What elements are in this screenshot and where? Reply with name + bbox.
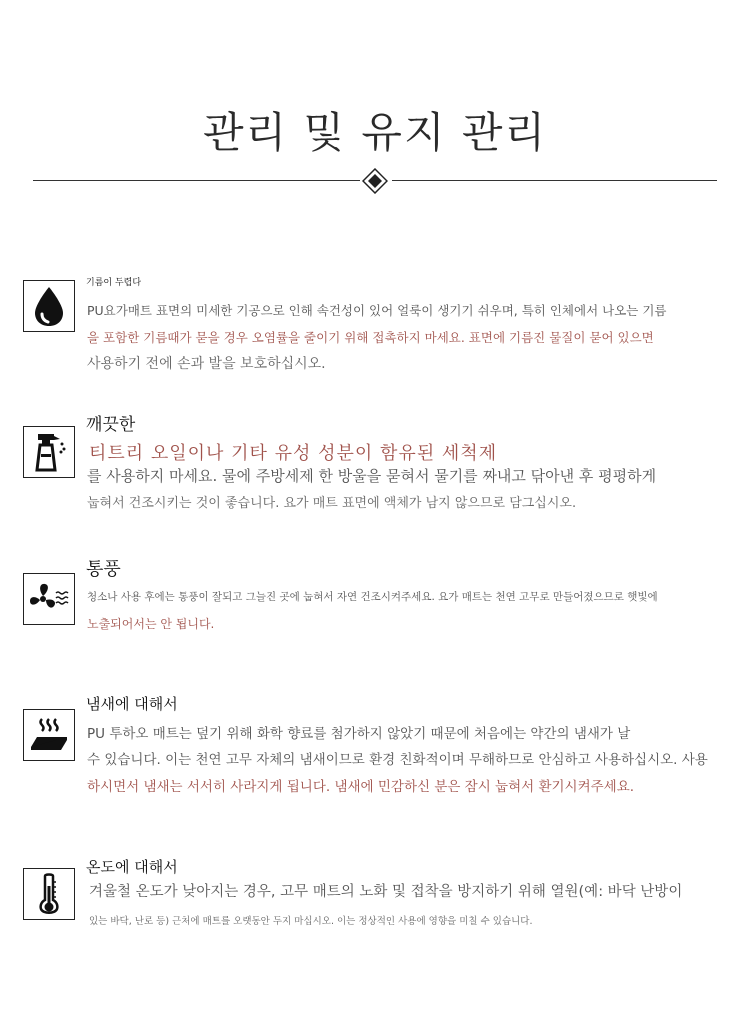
water-drop-icon [23,280,75,332]
page-title: 관리 및 유지 관리 [202,108,548,157]
section-text-line: PU요가매트 표면의 미세한 기공으로 인해 속건성이 있어 얼룩이 생기기 쉬우며, 특히 인체에서 나오는 기름 [87,303,667,318]
section-text-line: 수 있습니다. 이는 천연 고무 자체의 냄새이므로 환경 친화적이며 무해하므로 안심하고 사용하십시오. 사용 [87,752,708,768]
spray-bottle-icon [23,426,75,478]
fan-icon [23,573,75,625]
section-text-line: 겨울철 온도가 낮아지는 경우, 고무 매트의 노화 및 접착을 방지하기 위해 열원(예: 바닥 난방이 [89,884,683,900]
thermometer-icon [23,868,75,920]
section-title: 냄새에 대해서 [86,695,178,713]
section-text-line: 있는 바닥, 난로 등) 근처에 매트를 오랫동안 두지 마십시오. 이는 정상적인 사용에 영향을 미칠 수 있습니다. [89,916,533,927]
section-text-line: 를 사용하지 마세요. 물에 주방세제 한 방울을 묻혀서 물기를 짜내고 닦아낸 후 평평하게 [87,467,657,485]
section-text-line: 청소나 사용 후에는 통풍이 잘되고 그늘진 곳에 눕혀서 자연 건조시켜주세요. 요가 매트는 천연 고무로 만들어졌으므로 햇빛에 [87,591,658,603]
divider-line-left [33,180,360,181]
odor-mat-icon [23,709,75,761]
section-title: 기름이 두렵다 [86,278,142,288]
section-text-line: 사용하기 전에 손과 발을 보호하십시오. [87,356,326,372]
section-text-line: PU 투하오 매트는 덮기 위해 화학 향료를 첨가하지 않았기 때문에 처음에는 약간의 냄새가 날 [87,726,631,742]
section-text-line: 을 포함한 기름때가 묻을 경우 오염률을 줄이기 위해 접촉하지 마세요. 표면에 기름진 물질이 묻어 있으면 [87,330,654,345]
diamond-ornament-icon [362,168,388,194]
section-title: 온도에 대해서 [86,858,178,876]
section-text-line: 하시면서 냄새는 서서히 사라지게 됩니다. 냄새에 민감하신 분은 잠시 눕혀서 환기시켜주세요. [87,779,635,795]
divider-line-right [392,180,717,181]
section-text-line: 노출되어서는 안 됩니다. [87,617,215,631]
section-title: 통풍 [86,559,121,580]
section-text-line: 눕혀서 건조시키는 것이 좋습니다. 요가 매트 표면에 액체가 남지 않으므로 담그십시오. [87,496,577,511]
section-text-line: 티트리 오일이나 기타 유성 성분이 함유된 세척제 [89,443,498,464]
section-title: 깨끗한 [86,415,136,435]
